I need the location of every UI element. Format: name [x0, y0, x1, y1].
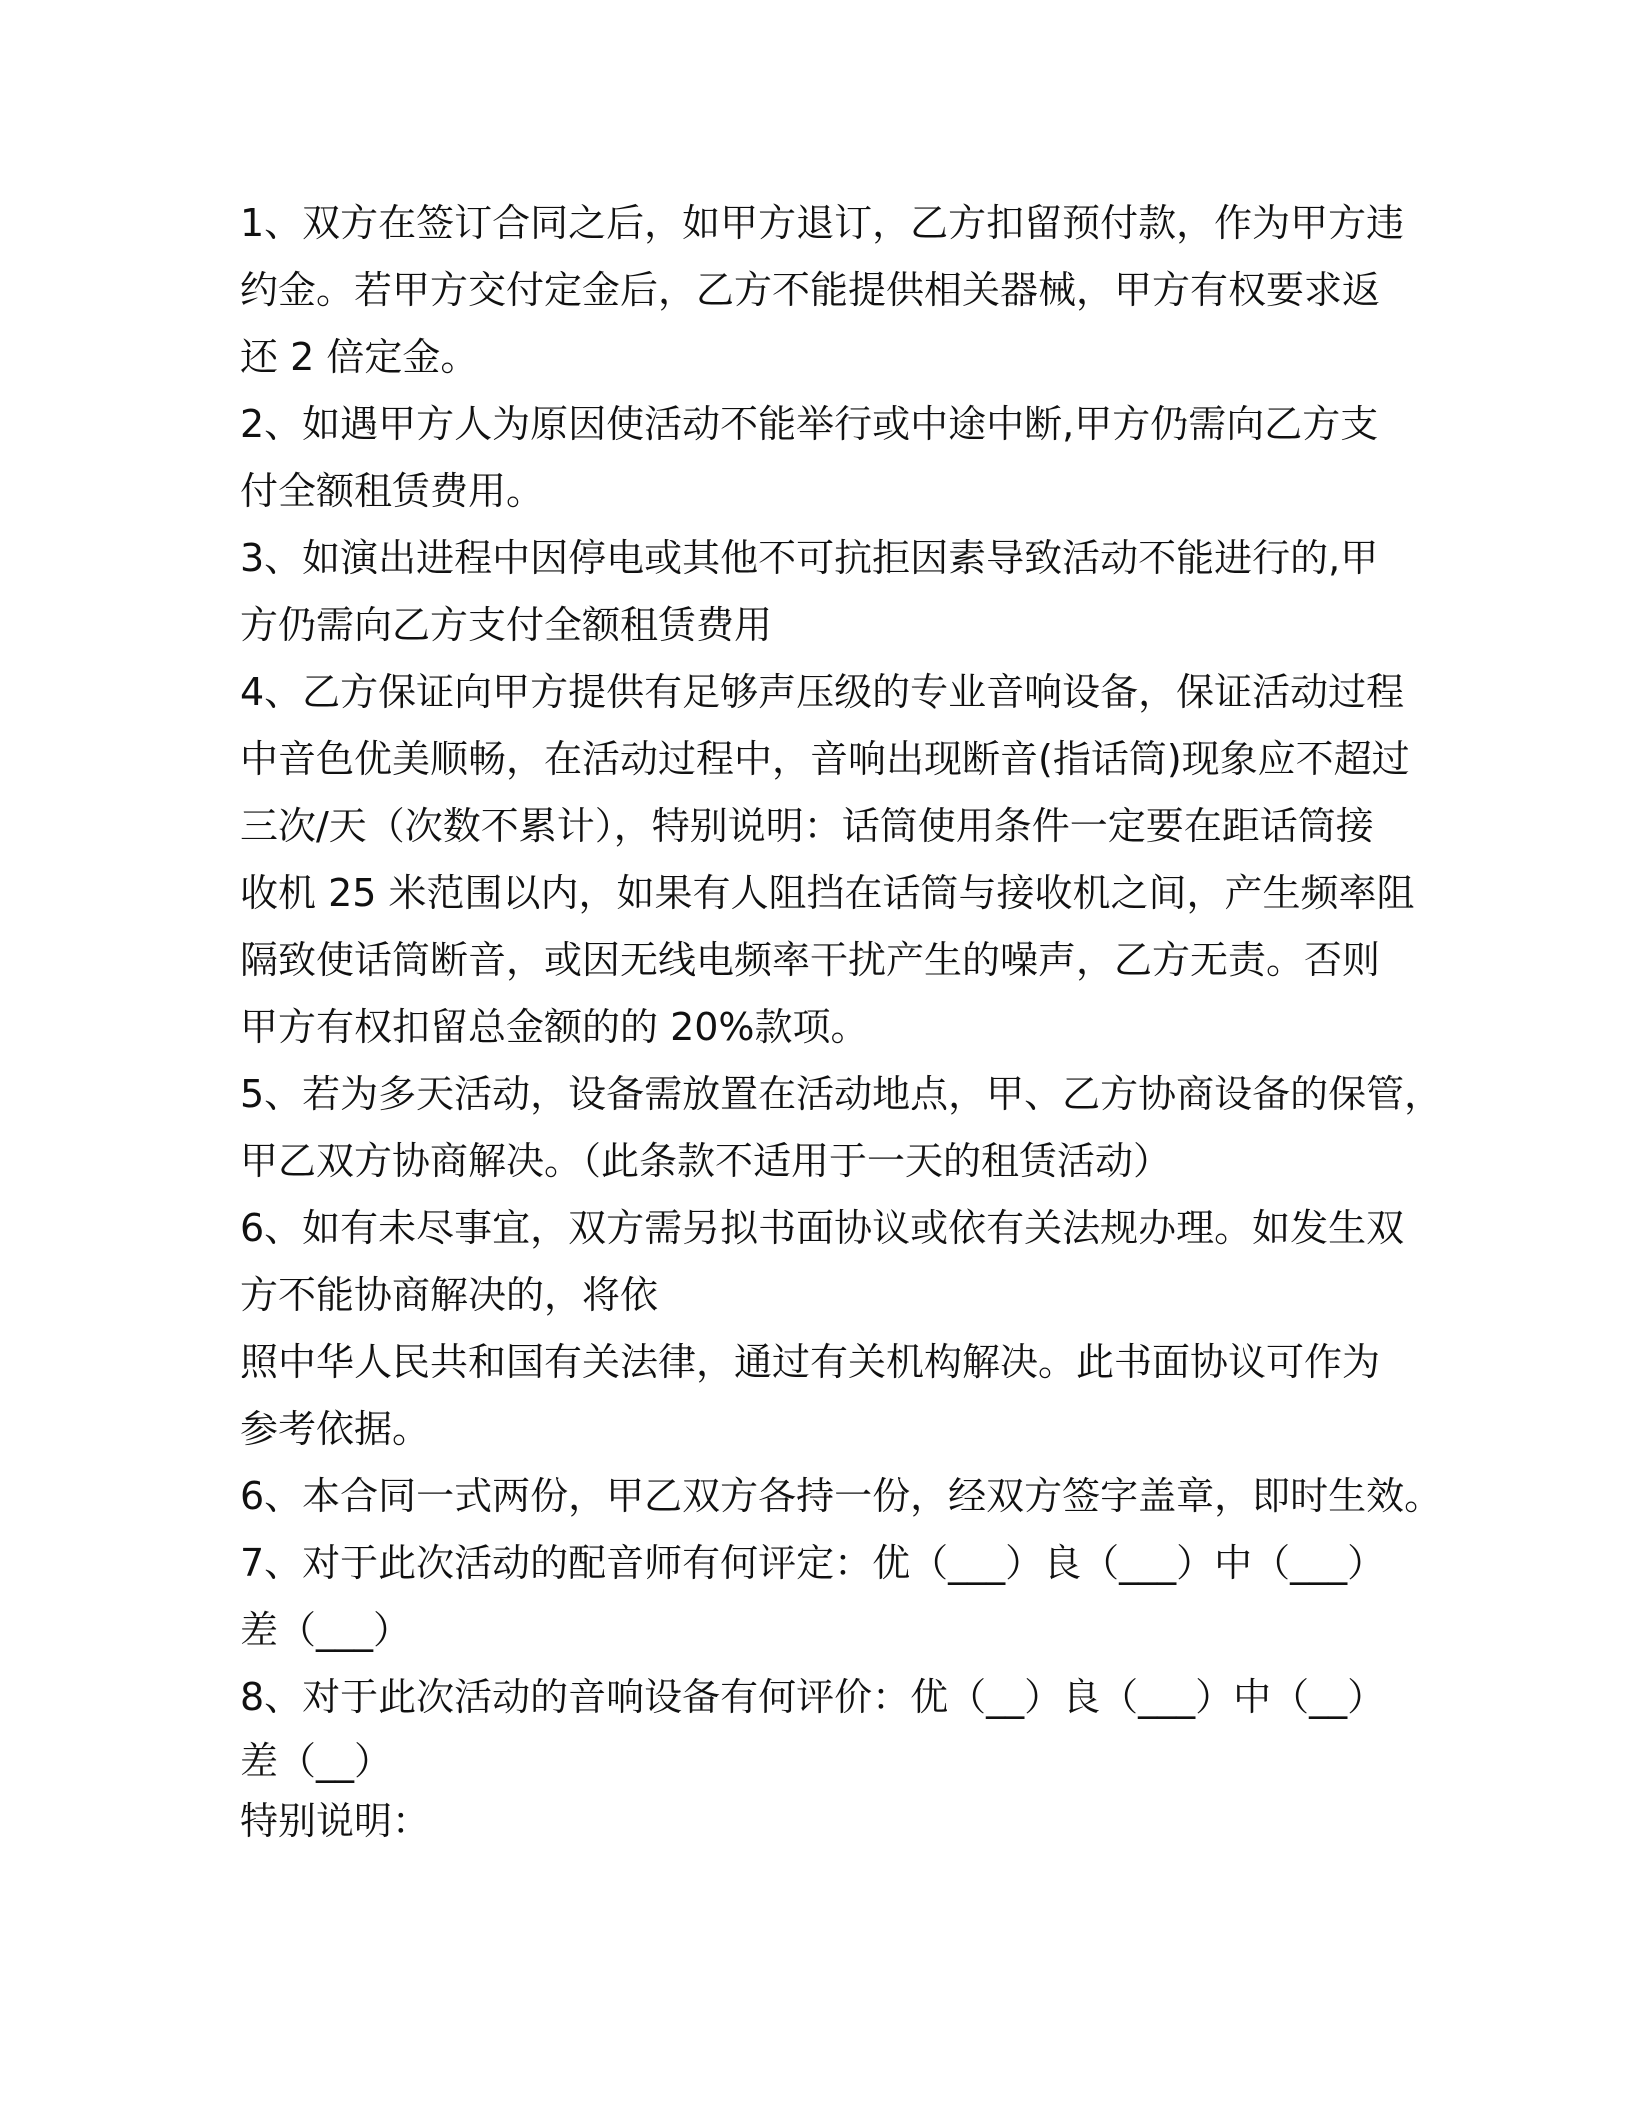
text-line: 隔致使话筒断音，或因无线电频率干扰产生的噪声，乙方无责。否则 [240, 938, 1381, 982]
text-line: 方仍需向乙方支付全额租赁费用 [240, 603, 773, 647]
text-line: 差（___） [240, 1608, 412, 1652]
text-line: 付全额租赁费用。 [240, 469, 545, 513]
text-line: 还 2 倍定金。 [240, 335, 479, 379]
text-line: 6、本合同一式两份，甲乙双方各持一份，经双方签字盖章，即时生效。 [240, 1474, 1443, 1518]
text-line: 中音色优美顺畅，在活动过程中，音响出现断音(指话筒)现象应不超过 [240, 737, 1410, 781]
text-line: 照中华人民共和国有关法律，通过有关机构解决。此书面协议可作为 [240, 1340, 1381, 1384]
text-line: 7、对于此次活动的配音师有何评定：优（___）良（___）中（___） [240, 1541, 1386, 1585]
text-line: 三次/天（次数不累计），特别说明：话筒使用条件一定要在距话筒接 [240, 804, 1374, 848]
text-line: 甲方有权扣留总金额的的 20%款项。 [240, 1005, 869, 1049]
text-line: 2、如遇甲方人为原因使活动不能举行或中途中断,甲方仍需向乙方支 [240, 402, 1379, 446]
text-line: 收机 25 米范围以内，如果有人阻挡在话筒与接收机之间，产生频率阻 [240, 871, 1415, 915]
text-line: 差（__） [240, 1739, 393, 1783]
contract-terms-text [240, 190, 1443, 1851]
text-line: 3、如演出进程中因停电或其他不可抗拒因素导致活动不能进行的,甲 [240, 536, 1379, 580]
special-note-label: 特别说明： [240, 1799, 431, 1843]
text-line: 4、乙方保证向甲方提供有足够声压级的专业音响设备，保证活动过程 [240, 670, 1405, 714]
text-line: 甲乙双方协商解决。（此条款不适用于一天的租赁活动） [240, 1139, 1172, 1183]
text-line: 约金。若甲方交付定金后，乙方不能提供相关器械，甲方有权要求返 [240, 268, 1381, 312]
text-line: 5、若为多天活动，设备需放置在活动地点，甲、乙方协商设备的保管， [240, 1072, 1443, 1116]
text-line: 1、双方在签订合同之后，如甲方退订，乙方扣留预付款，作为甲方违 [240, 201, 1405, 245]
text-line: 6、如有未尽事宜，双方需另拟书面协议或依有关法规办理。如发生双 [240, 1206, 1405, 1250]
text-line: 8、对于此次活动的音响设备有何评价：优（__）良（___）中（__） [240, 1675, 1386, 1719]
text-line: 参考依据。 [240, 1407, 431, 1451]
text-line: 方不能协商解决的，将依 [240, 1273, 659, 1317]
